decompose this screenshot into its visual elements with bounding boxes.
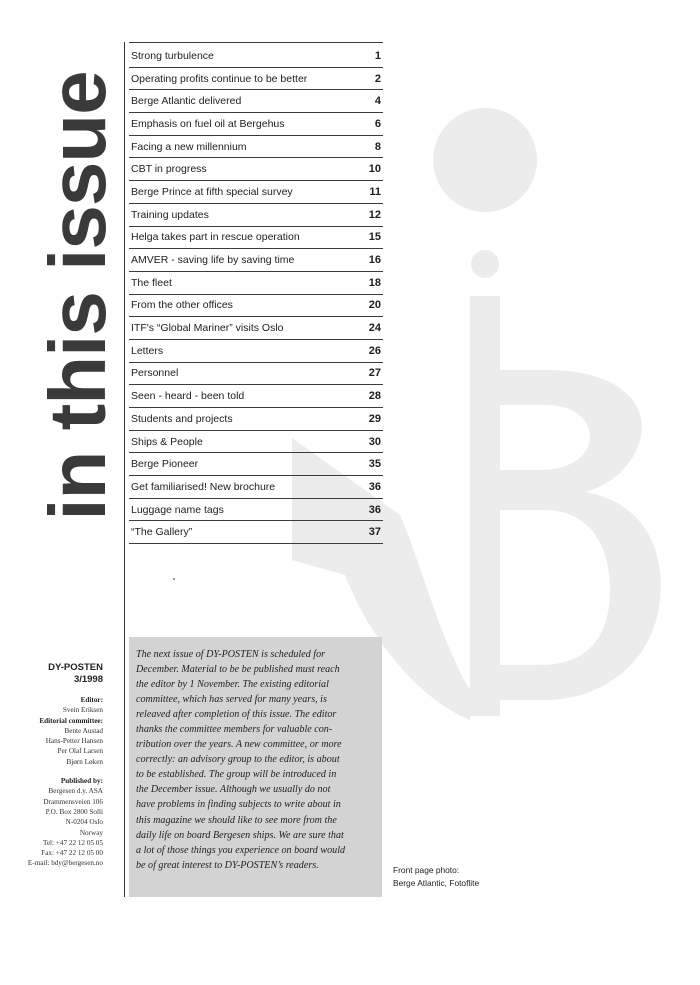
photo-credit	[393, 864, 479, 890]
toc-page: 27	[368, 367, 381, 380]
toc-title: Ships & People	[131, 435, 203, 448]
notice-line: thanks the committee members for valuable con-	[136, 724, 333, 736]
toc-title: Luggage name tags	[131, 503, 224, 516]
notice-line: daily life on board Bergesen ships. We are sure that	[136, 829, 344, 841]
toc-row[interactable]	[129, 431, 383, 454]
toc-title: Berge Pioneer	[131, 458, 199, 471]
toc-row[interactable]	[129, 90, 383, 113]
toc-title: The fleet	[131, 276, 172, 289]
print-speck	[173, 578, 175, 580]
toc-row[interactable]	[129, 385, 383, 408]
toc-page: 29	[368, 412, 381, 425]
toc-row[interactable]	[129, 272, 383, 295]
toc-page: 15	[368, 231, 381, 244]
toc-title: Get familiarised! New brochure	[131, 480, 276, 493]
committee-member: Bjørn Løken	[66, 757, 103, 766]
toc-top-rule	[129, 42, 383, 43]
toc-page: 36	[368, 503, 381, 516]
publisher-line: Norway	[79, 828, 103, 837]
committee-member: Bente Austad	[64, 726, 103, 735]
toc-title: Strong turbulence	[131, 49, 214, 62]
toc-row[interactable]	[129, 363, 383, 386]
toc-row[interactable]	[129, 499, 383, 522]
notice-line: the editor by 1 November. The existing editorial	[136, 679, 329, 691]
toc-title: Berge Atlantic delivered	[131, 95, 242, 108]
toc-row[interactable]	[129, 45, 383, 68]
photo-credit-label: Front page photo:	[393, 865, 460, 875]
notice-line: have problems in finding subjects to write about in	[136, 799, 341, 811]
notice-line: a lot of those things you experience on board would	[136, 844, 346, 856]
toc-row[interactable]	[129, 113, 383, 136]
notice-line: this magazine we should like to see more from the	[136, 814, 337, 826]
toc-title: AMVER - saving life by saving time	[131, 254, 295, 267]
toc-row[interactable]	[129, 249, 383, 272]
toc-title: Letters	[131, 344, 164, 357]
toc-title: Seen - heard - been told	[131, 390, 245, 403]
toc-page: 24	[368, 322, 381, 335]
table-of-contents	[129, 45, 383, 544]
toc-row[interactable]	[129, 453, 383, 476]
toc-page: 2	[374, 72, 381, 85]
toc-page: 37	[368, 526, 381, 539]
notice-line: December. Material to be be published must reach	[136, 664, 340, 676]
toc-row[interactable]	[129, 158, 383, 181]
toc-row[interactable]	[129, 136, 383, 159]
publisher-line: Bergesen d.y. ASA	[48, 787, 103, 796]
page-title: in this issue	[33, 71, 122, 521]
email-address: E-mail: bdy@bergesen.no	[27, 859, 103, 868]
toc-row[interactable]	[129, 476, 383, 499]
publisher-line: N-0204 Oslo	[65, 818, 103, 827]
toc-title: Berge Prince at fifth special survey	[131, 185, 293, 198]
toc-page: 4	[374, 95, 381, 108]
toc-page: 30	[368, 435, 381, 448]
toc-row[interactable]	[129, 204, 383, 227]
toc-page: 26	[368, 344, 381, 357]
toc-title: Helga takes part in rescue operation	[131, 231, 300, 244]
toc-row[interactable]	[129, 68, 383, 91]
notice-line: releaved after completion of this issue. The editor	[136, 709, 337, 721]
editor-name: Svein Eriksen	[62, 706, 103, 715]
toc-title: “The Gallery”	[131, 526, 193, 539]
toc-row[interactable]	[129, 227, 383, 250]
toc-row[interactable]	[129, 317, 383, 340]
toc-page: 35	[368, 458, 381, 471]
toc-page: 28	[368, 390, 381, 403]
notice-line: be of great interest to DY-POSTEN’s readers.	[136, 859, 319, 871]
toc-row[interactable]	[129, 408, 383, 431]
masthead	[0, 662, 103, 869]
editorial-notice	[129, 637, 382, 897]
toc-title: Emphasis on fuel oil at Bergehus	[131, 117, 285, 130]
toc-title: Students and projects	[131, 412, 233, 425]
notice-line: the December issue. Although we usually do not	[136, 784, 331, 796]
toc-title: Personnel	[131, 367, 179, 380]
toc-title: From the other offices	[131, 299, 233, 312]
toc-title: ITF's “Global Mariner” visits Oslo	[131, 322, 284, 335]
vertical-divider	[124, 42, 125, 897]
magazine-name: DY-POSTEN	[48, 662, 103, 673]
toc-page: 36	[368, 480, 381, 493]
publisher-label: Published by:	[60, 777, 103, 786]
committee-label: Editorial committee:	[39, 716, 103, 725]
notice-line: correctly: an advisory group to the editor, is about	[136, 754, 340, 766]
notice-line: committee, which has served for many years, is	[136, 694, 327, 706]
toc-page: 8	[374, 140, 381, 153]
publisher-line: P.O. Box 2800 Solli	[45, 807, 103, 816]
toc-title: Facing a new millennium	[131, 140, 247, 153]
fax-number: Fax: +47 22 12 05 00	[41, 849, 103, 858]
toc-page: 10	[368, 163, 381, 176]
committee-member: Hans-Petter Hansen	[45, 737, 103, 746]
toc-page: 16	[368, 254, 381, 267]
toc-page: 18	[368, 276, 381, 289]
toc-page: 20	[368, 299, 381, 312]
publisher-line: Drammensveien 106	[43, 797, 103, 806]
notice-line: tribution over the years. A new committee, or more	[136, 739, 342, 751]
toc-title: Training updates	[131, 208, 209, 221]
toc-row[interactable]	[129, 295, 383, 318]
toc-row[interactable]	[129, 181, 383, 204]
notice-line: The next issue of DY-POSTEN is scheduled for	[136, 649, 326, 660]
toc-page: 1	[374, 49, 381, 62]
issue-number: 3/1998	[73, 674, 103, 685]
notice-line: to be established. The group will be introduced in	[136, 769, 337, 781]
committee-member: Per Olaf Larsen	[57, 747, 103, 756]
toc-page: 6	[374, 117, 381, 130]
editor-label: Editor:	[80, 696, 103, 704]
toc-row[interactable]	[129, 521, 383, 544]
toc-page: 12	[368, 208, 381, 221]
toc-title: CBT in progress	[131, 163, 207, 176]
photo-credit-value: Berge Atlantic, Fotoflite	[393, 878, 480, 888]
toc-page: 11	[369, 185, 381, 198]
toc-title: Operating profits continue to be better	[131, 72, 308, 85]
toc-row[interactable]	[129, 340, 383, 363]
phone-number: Tel: +47 22 12 05 05	[42, 838, 103, 847]
